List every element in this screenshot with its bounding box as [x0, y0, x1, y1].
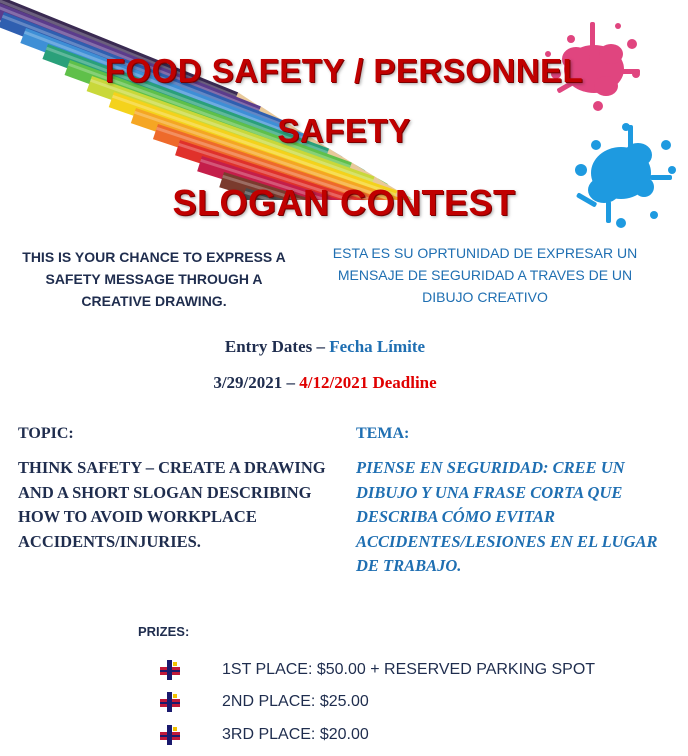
entry-label-en: Entry Dates –	[224, 337, 325, 356]
title-line-2: SAFETY	[277, 112, 411, 149]
topic-heading-es: TEMA:	[356, 425, 410, 442]
prize-text: 3RD PLACE: $20.00	[222, 726, 369, 743]
intro-english: THIS IS YOUR CHANCE TO EXPRESS A SAFETY MESSAGE THROUGH A CREATIVE DRAWING.	[22, 249, 286, 309]
start-date: 3/29/2021 –	[213, 373, 296, 392]
topic-text-es: PIENSE EN SEGURIDAD: CREE UN DIBUJO Y UNA FRASE CORTA QUE DESCRIBA CÓMO EVITAR ACCIDENTES/LESIONES EN EL LUGAR DE TRABAJO.	[356, 458, 658, 575]
intro-spanish: ESTA ES SU OPRTUNIDAD DE EXPRESAR UN MENSAJE DE SEGURIDAD A TRAVES DE UN DIBUJO CREATIVO	[332, 245, 638, 305]
cross-bullet-icon	[158, 691, 184, 713]
prize-text: 1ST PLACE: $50.00 + RESERVED PARKING SPOT	[222, 661, 596, 678]
prizes-label: PRIZES:	[138, 624, 190, 639]
topic-text-en: THINK SAFETY – CREATE A DRAWING AND A SHORT SLOGAN DESCRIBING HOW TO AVOID WORKPLACE ACCIDENTS/INJURIES.	[18, 458, 326, 551]
entry-dates-heading	[0, 337, 650, 357]
prize-item	[158, 690, 369, 714]
title-line-3: SLOGAN CONTEST	[172, 182, 516, 223]
deadline-date: 4/12/2021 Deadline	[299, 373, 437, 392]
entry-dates-values	[0, 373, 650, 393]
prize-item	[158, 658, 595, 682]
prize-item	[158, 723, 369, 747]
entry-label-es: Fecha Límite	[329, 337, 426, 356]
cross-bullet-icon	[158, 659, 184, 681]
colored-pencils-image	[0, 0, 450, 200]
cross-bullet-icon	[158, 724, 184, 746]
prize-text: 2ND PLACE: $25.00	[222, 693, 369, 710]
title-line-1: FOOD SAFETY / PERSONNEL	[104, 52, 584, 89]
topic-heading-en: TOPIC:	[18, 425, 74, 442]
